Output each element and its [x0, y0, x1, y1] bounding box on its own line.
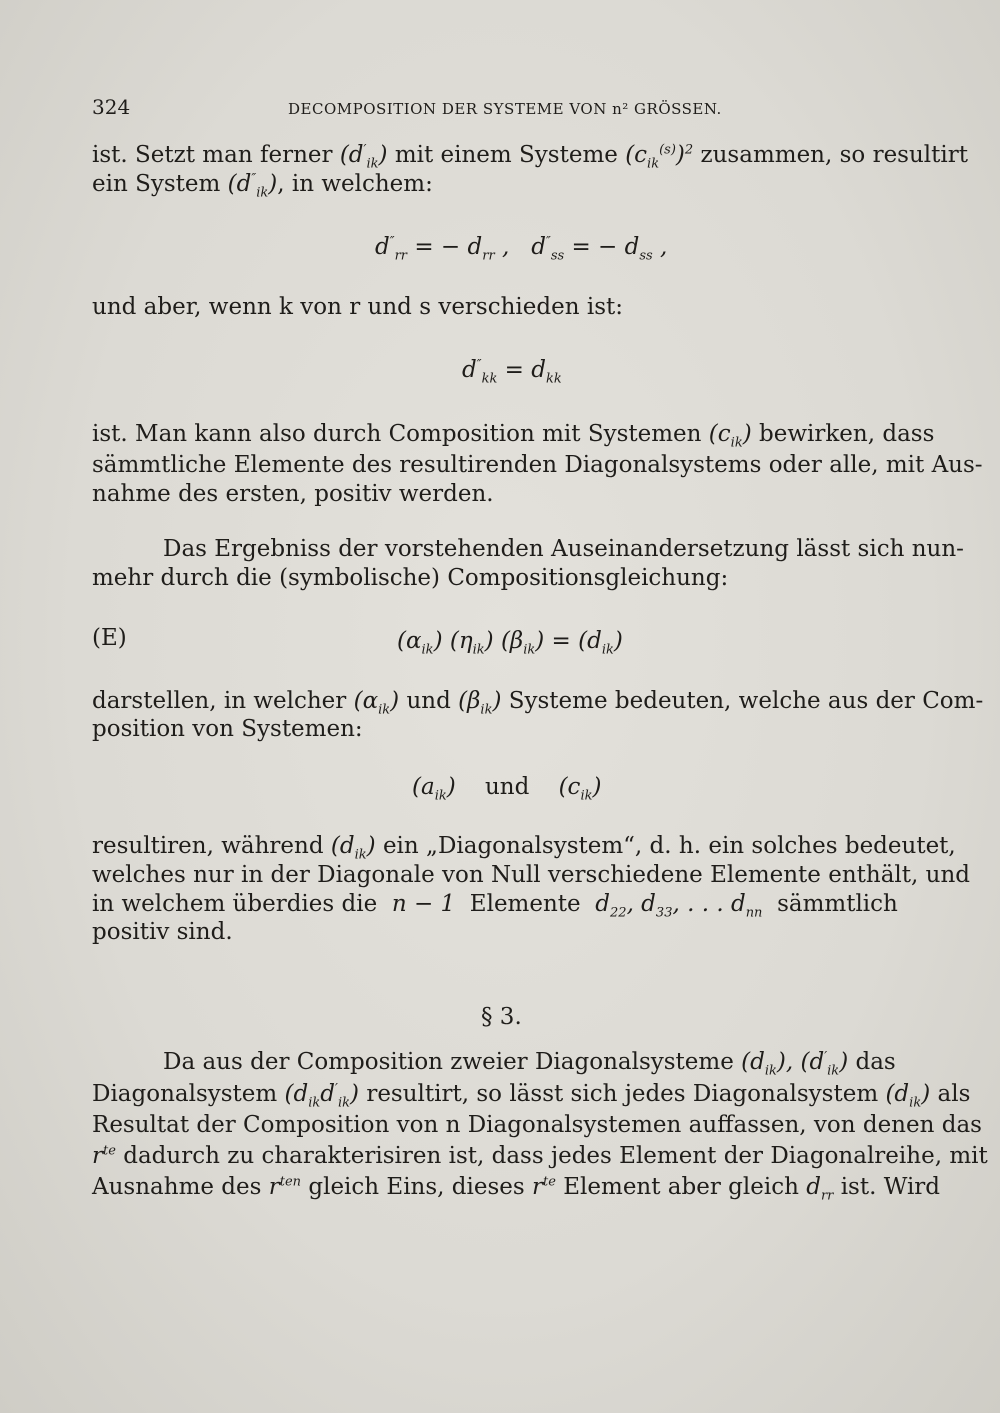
display-equation: $(\alpha_{ik})$ $(\eta_{ik}) (\beta_{ik}) = (d_{ik})$: [397, 628, 623, 658]
text-line: position von Systemen:: [92, 716, 363, 742]
text-line: Resultat der Composition von n Diagonalsystemen auffassen, von denen das: [92, 1112, 982, 1138]
page-number: 324: [92, 95, 131, 119]
formula: $d_{22}$, $d_{33}$, . . . $d_{nn}$: [595, 891, 763, 921]
formula: $r^{te}$: [92, 1143, 116, 1169]
text-line: nahme des ersten, positiv werden.: [92, 481, 494, 507]
text-line: Das Ergebniss der vorstehenden Auseinandersetzung lässt sich nun-: [163, 536, 964, 562]
formula: $(d''_{ik})$: [227, 171, 278, 201]
text-line: Da aus der Composition zweier Diagonalsysteme $(d_{ik})$, $(d'_{ik})$ das: [163, 1049, 896, 1079]
text-line: ist. Setzt man ferner $(d'_{ik})$ mit einem Systeme $(c_{ik}^{(s)})^2$ zusammen, so resultirt: [92, 142, 968, 172]
formula: $(c_{ik})$: [708, 421, 752, 451]
formula: $(d_{ik})$: [885, 1081, 931, 1111]
formula: $(\beta_{ik})$: [458, 688, 502, 718]
section-heading: § 3.: [481, 1004, 522, 1030]
running-title: DECOMPOSITION DER SYSTEME VON n² GRÖSSEN.: [288, 100, 722, 118]
text-line: $r^{te}$ dadurch zu charakterisiren ist, dass jedes Element der Diagonalreihe, mit: [92, 1143, 988, 1169]
formula: $r^{ten}$: [268, 1174, 302, 1200]
formula: $(\alpha_{ik})$: [353, 688, 400, 718]
formula: $(d_{ik}d'_{ik})$: [284, 1081, 360, 1111]
formula: $(d_{ik})$: [330, 833, 376, 863]
formula: $(c_{ik}^{(s)})^2$: [625, 142, 694, 172]
formula: $(d_{ik})$, $(d'_{ik})$: [741, 1049, 849, 1079]
formula: $r^{te}$: [532, 1174, 556, 1200]
text-line: positiv sind.: [92, 919, 233, 945]
text-line: darstellen, in welcher $(\alpha_{ik})$ und $(\beta_{ik})$ Systeme bedeuten, welche aus der Com-: [92, 688, 984, 718]
text-line: in welchem überdies die n − 1 Elemente $d_{22}$, $d_{33}$, . . . $d_{nn}$ sämmtlich: [92, 891, 898, 921]
text-line: ein System $(d''_{ik})$, in welchem:: [92, 171, 433, 201]
text-line: mehr durch die (symbolische) Compositionsgleichung:: [92, 565, 729, 591]
formula: $d_{rr}$: [806, 1174, 834, 1204]
text-line: Diagonalsystem $(d_{ik}d'_{ik})$ resultirt, so lässt sich jedes Diagonalsystem $(d_{ik})$ als: [92, 1081, 971, 1111]
text-line: welches nur in der Diagonale von Null verschiedene Elemente enthält, und: [92, 862, 970, 888]
text-line: sämmtliche Elemente des resultirenden Diagonalsystems oder alle, mit Aus-: [92, 452, 983, 478]
display-equation: $d''_{rr}$ = − $d_{rr}$ , $d''_{ss}$ = − $d_{ss}$ ,: [375, 234, 668, 264]
display-equation: $d''_{kk} = d_{kk}$: [462, 357, 562, 387]
text-line: Ausnahme des $r^{ten}$ gleich Eins, dieses $r^{te}$ Element aber gleich $d_{rr}$ ist. Wird: [92, 1174, 941, 1204]
display-equation: $(a_{ik})$ und $(c_{ik})$: [412, 774, 602, 804]
text-line: ist. Man kann also durch Composition mit Systemen $(c_{ik})$ bewirken, dass: [92, 421, 935, 451]
text-line: und aber, wenn k von r und s verschieden ist:: [92, 294, 623, 320]
equation-label: (E): [92, 625, 127, 651]
text-line: resultiren, während $(d_{ik})$ ein „Diagonalsystem“, d. h. ein solches bedeutet,: [92, 833, 956, 863]
formula: $(d'_{ik})$: [339, 142, 388, 172]
